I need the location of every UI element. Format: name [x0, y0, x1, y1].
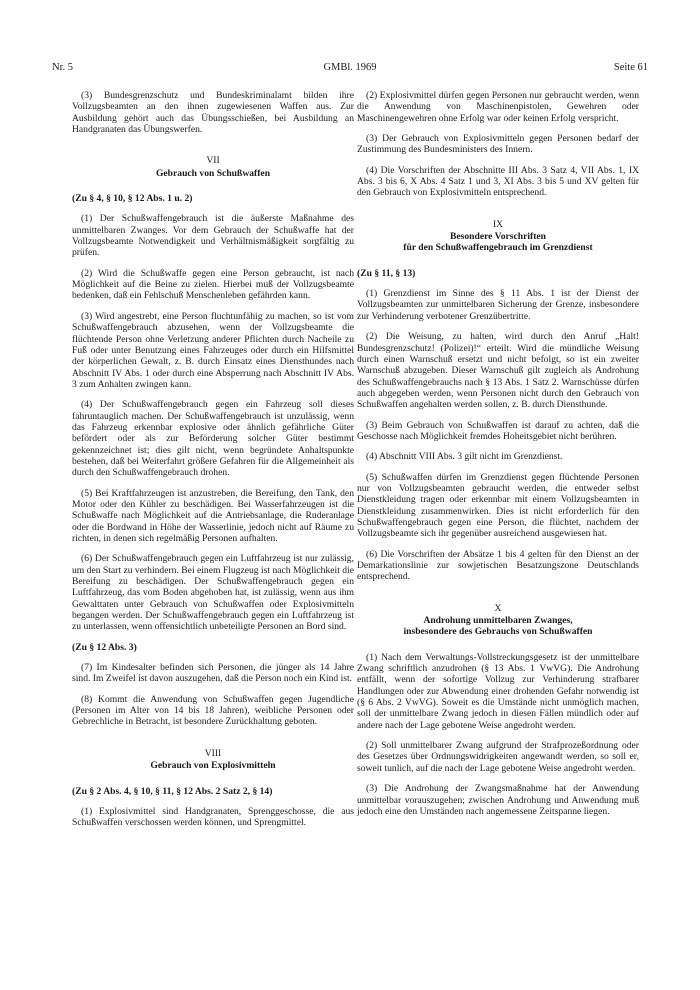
section-reference: (Zu § 12 Abs. 3)	[72, 641, 137, 653]
paragraph: (1) Explosivmittel sind Handgranaten, Sprenggeschosse, die aus Schußwaffen verschossen werden können, und Sprengmittel.	[72, 805, 354, 829]
paragraph: (8) Kommt die Anwendung von Schußwaffen gegen Jugendliche (Personen im Alter von 14 bis 18 Jahren), weibliche Personen oder Gebrechliche in Betracht, ist besondere Zurückhaltung geboten.	[72, 693, 354, 728]
section-reference: (Zu § 2 Abs. 4, § 10, § 11, § 12 Abs. 2 Satz 2, § 14)	[72, 785, 273, 797]
section-number: X	[494, 602, 502, 614]
issue-number: Nr. 5	[52, 62, 73, 73]
paragraph: (6) Die Vorschriften der Absätze 1 bis 4 gelten für den Dienst an der Demarkationslinie zur sowjetischen Besatzungszone Deutschlands entsprechend.	[357, 548, 639, 583]
paragraph: (4) Abschnitt VIII Abs. 3 gilt nicht im Grenzdienst.	[366, 451, 563, 463]
page-number: Seite 61	[613, 62, 648, 73]
paragraph: (2) Explosivmittel dürfen gegen Personen nur gebraucht werden, wenn die Anwendung von Maschinenpistolen, Gewehren oder Maschinengewehren ohne Erfolg war oder keinen Erfolg verspricht.	[357, 90, 639, 124]
paragraph: (4) Der Schußwaffengebrauch gegen ein Fahrzeug soll dieses fahruntauglich machen. Der Schußwaffengebrauch ist unzulässig, wenn das Fahrzeug erkennbar explosive oder ähnlich gefährliche Güter befördert oder als zur Beförderung solcher Güter bestimmt gekennzeichnet ist; dies gilt nicht, wenn begründete Anhaltspunkte bestehen, daß bei Weiterfahrt größere Gefahren für die Allgemeinheit als durch den Schußwaffengebrauch drohen.	[72, 399, 354, 479]
left-column	[72, 90, 354, 838]
paragraph: (1) Der Schußwaffengebrauch ist die äußerste Maßnahme des unmittelbaren Zwanges. Vor dem Gebrauch der Schußwaffe hat der Vollzugsbeamte Notwendigkeit und Verhältnismäßigkeit sorgfältig zu prüfen.	[72, 213, 354, 259]
paragraph: (4) Die Vorschriften der Abschnitte III Abs. 3 Satz 4, VII Abs. 1, IX Abs. 3 bis 6, X Abs. 4 Satz 1 und 3, XI Abs. 3 bis 5 und XV gelten für den Gebrauch von Explosivmitteln entsprechend.	[357, 164, 639, 199]
paragraph: (2) Soll unmittelbarer Zwang aufgrund der Strafprozeßordnung oder des Gesetzes über Ordnungswidrigkeiten angewandt werden, so soll er, soweit tunlich, auf die nach der Lage gebotene Weise angedroht werden.	[357, 740, 639, 774]
paragraph: (2) Die Weisung, zu halten, wird durch den Anruf „Halt! Bundesgrenzschutz! (Polizei)!“ erteilt. Wird die mündliche Weisung durch einen Warnschuß ersetzt und nicht befolgt, so ist ein zweiter Warnschuß abzugeben. Dieser Warnschuß gilt zugleich als Androhung des Schußwaffengebrauchs nach § 13 Abs. 1 Satz 2. Warnschüsse dürfen auch abgegeben werden, wenn Personen nicht durch den Gebrauch von Schußwaffen angehalten werden sollen, z. B. durch Diensthunde.	[357, 331, 639, 411]
paragraph: (1) Nach dem Verwaltungs-Vollstreckungsgesetz ist der unmittelbare Zwang schriftlich anzudrohen (§ 13 Abs. 1 VwVG). Die Androhung entfällt, wenn der sofortige Vollzug zur Verhinderung strafbarer Handlungen oder zur Abwendung einer drohenden Gefahr notwendig ist (§ 6 Abs. 2 VwVG). Soweit es die Umstände nicht unmöglich machen, soll der unmittelbare Zwang jedoch in diesen Fällen mündlich oder auf andere nach der Lage gebotene Weise angedroht werden.	[357, 651, 639, 731]
paragraph: (3) Bundesgrenzschutz und Bundeskriminalamt bilden ihre Vollzugsbeamten an den ihnen zugewiesenen Waffen aus. Zur Ausbildung gehört auch das Übungsschießen, bei Ausbildung an Handgranaten das Übungswerfen.	[72, 90, 354, 136]
section-title: Gebrauch von Schußwaffen	[155, 167, 271, 179]
paragraph: (3) Wird angestrebt, eine Person fluchtunfähig zu machen, so ist vom Schußwaffengebrauch abzusehen, wenn der Vollzugsbeamte die flüchtende Person ohne Verletzung anderer Pflichten durch Nacheile zu Fuß oder unter Benutzung eines Fahrzeuges oder durch ein Hilfsmittel der körperlichen Gewalt, z. B. durch Einsatz eines Diensthundes nach Abschnitt IV Abs. 1 oder durch eine Absperrung nach Abschnitt IV Abs. 3 zum Anhalten zwingen kann.	[72, 310, 354, 390]
section-number: IX	[492, 218, 504, 230]
section-title: Besondere Vorschriften für den Schußwaffengebrauch im Grenzdienst	[403, 231, 593, 254]
paragraph: (3) Der Gebrauch von Explosivmitteln gegen Personen bedarf der Zustimmung des Bundesministers des Innern.	[357, 133, 639, 156]
paragraph: (3) Die Androhung der Zwangsmaßnahme hat der Anwendung unmittelbar vorauszugehen; zwischen Androhung und Anwendung muß jedoch eine den Umständen nach angemessene Zeitspanne liegen.	[357, 783, 639, 817]
right-column	[357, 90, 639, 826]
paragraph: (7) Im Kindesalter befinden sich Personen, die jünger als 14 Jahre sind. Im Zweifel ist davon auszugehen, daß die Person noch ein Kind ist.	[72, 662, 354, 685]
section-number: VII	[206, 155, 220, 167]
paragraph: (6) Der Schußwaffengebrauch gegen ein Luftfahrzeug ist nur zulässig, um den Start zu verhindern. Bei einem Flugzeug ist nach Möglichkeit die Bereifung zu beschädigen. Der Schußwaffengebrauch gegen ein Luftfahrzeug, das vom Boden abgehoben hat, ist zulässig, wenn aus ihm Gewalttaten unter Gebrauch von Schußwaffen oder Explosivmitteln begangen werden. Der Schußwaffengebrauch gegen ein Luftfahrzeug ist zu unterlassen, wenn offensichtlich unbeteiligte Personen an Bord sind.	[72, 553, 354, 633]
paragraph: (1) Grenzdienst im Sinne des § 11 Abs. 1 ist der Dienst der Vollzugsbeamten zur unmittelbaren Sicherung der Grenze, insbesondere zur Verhinderung verbotener Grenzübertritte.	[357, 288, 639, 322]
page-header	[52, 62, 648, 78]
section-reference: (Zu § 11, § 13)	[357, 267, 416, 279]
section-title: Gebrauch von Explosivmitteln	[150, 760, 276, 772]
section-number: VIII	[204, 747, 222, 759]
paragraph: (2) Wird die Schußwaffe gegen eine Person gebraucht, ist nach Möglichkeit auf die Beine zu zielen. Hierbei muß der Vollzugsbeamte bedenken, daß ein Fehlschuß Menschenleben gefährden kann.	[72, 267, 354, 302]
paragraph: (5) Bei Kraftfahrzeugen ist anzustreben, die Bereifung, den Tank, den Motor oder den Kühler zu beschädigen. Bei Wasserfahrzeugen ist die Schußwaffe nach Möglichkeit auf die Antriebsanlage, die Ruderanlage oder die Bordwand in Höhe der Wasserlinie, jedoch nicht auf Räume zu richten, in denen sich regelmäßig Personen aufhalten.	[72, 487, 354, 544]
section-title: Androhung unmittelbaren Zwanges, insbesondere des Gebrauchs von Schußwaffen	[403, 615, 593, 638]
journal-title: GMBl. 1969	[323, 62, 377, 73]
paragraph: (3) Beim Gebrauch von Schußwaffen ist darauf zu achten, daß die Geschosse nach Möglichkeit fremdes Hoheitsgebiet nicht berühren.	[357, 419, 639, 442]
section-reference: (Zu § 4, § 10, § 12 Abs. 1 u. 2)	[72, 193, 193, 205]
paragraph: (5) Schußwaffen dürfen im Grenzdienst gegen flüchtende Personen nur von Vollzugsbeamten gebraucht werden, die entweder selbst Dienstkleidung tragen oder erkennbar mit einem Vollzugsbeamten in Dienstkleidung zusammenwirken. Dies ist nicht erforderlich für den Schußwaffengebrauch gegen eine Person, die flüchtet, nachdem der Vollzugsbeamte sich ihr gegenüber ausreichend ausgewiesen hat.	[357, 471, 639, 540]
